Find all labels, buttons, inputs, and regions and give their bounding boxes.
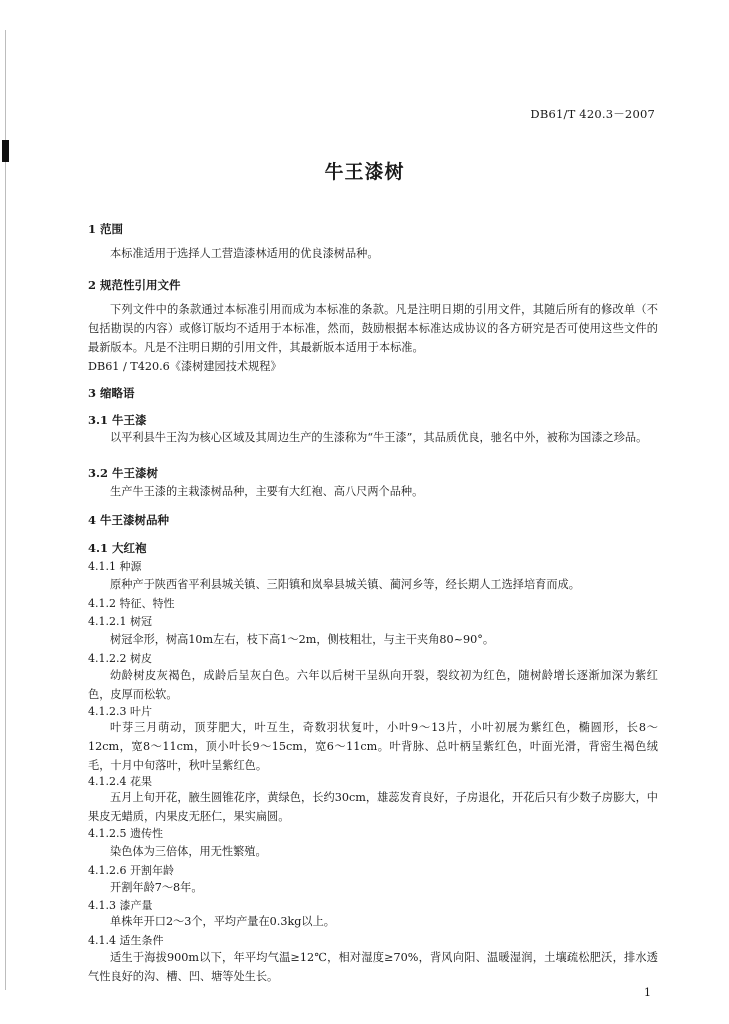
section-4-1-2-3-text: 叶芽三月萌动，顶芽肥大，叶互生，奇数羽状复叶，小叶9～13片，小叶初展为紫红色，椭圆形，长8～12cm，宽8～11cm，顶小叶长9～15cm，宽6～11cm。叶背脉、总叶柄呈紫红色，叶面光滑，背密生褐色绒毛，十月中旬落叶，秋叶呈紫红色。 xyxy=(88,721,658,772)
section-4-1-2-6-text: 开割年龄7～8年。 xyxy=(110,881,203,894)
section-4-1-1-text: 原种产于陕西省平利县城关镇、三阳镇和岚皋县城关镇、蔺河乡等，经长期人工选择培育而成。 xyxy=(110,578,580,591)
section-4-1-heading: 4.1 大红袍 xyxy=(88,541,147,555)
section-3-2-heading: 3.2 牛王漆树 xyxy=(88,466,159,480)
section-4-1-2-5-text: 染色体为三倍体，用无性繁殖。 xyxy=(110,845,267,858)
section-4-1-2-1-text: 树冠伞形，树高10m左右，枝下高1～2m，侧枝粗壮，与主干夹角80~90°。 xyxy=(110,633,495,646)
section-4-1-3-heading: 4.1.3 漆产量 xyxy=(88,899,153,912)
section-4-1-2-4-text: 五月上旬开花，腋生圆锥花序，黄绿色，长约30cm，雄蕊发育良好，子房退化，开花后只有少数子房膨大，中果皮无蜡质，内果皮无胚仁，果实扁圆。 xyxy=(88,791,658,823)
section-4-heading: 4 牛王漆树品种 xyxy=(88,513,170,527)
section-4-1-2-5-heading: 4.1.2.5 遗传性 xyxy=(88,827,163,840)
section-4-1-2-4-heading: 4.1.2.4 花果 xyxy=(88,775,152,788)
section-4-1-4-text: 适生于海拔900m以下，年平均气温≥12℃，相对湿度≥70%，背风向阳、温暖湿润，土壤疏松肥沃，排水透气性良好的沟、槽、凹、塘等处生长。 xyxy=(88,951,658,983)
section-3-2-text: 生产牛王漆的主栽漆树品种，主要有大红袍、高八尺两个品种。 xyxy=(110,485,424,498)
section-2-heading: 2 规范性引用文件 xyxy=(88,278,181,292)
section-3-1-text: 以平利县牛王沟为核心区域及其周边生产的生漆称为“牛王漆”，其品质优良，驰名中外，被称为国漆之珍品。 xyxy=(110,431,648,444)
section-4-1-2-1-heading: 4.1.2.1 树冠 xyxy=(88,615,152,628)
section-4-1-2-6-heading: 4.1.2.6 开割年龄 xyxy=(88,864,174,877)
page-number: 1 xyxy=(644,986,651,999)
standard-code: DB61/T 420.3－2007 xyxy=(530,107,655,121)
section-1-heading: 1 范围 xyxy=(88,222,124,236)
section-1-text: 本标准适用于选择人工营造漆林适用的优良漆树品种。 xyxy=(110,247,379,260)
section-4-1-4-heading: 4.1.4 适生条件 xyxy=(88,934,164,947)
section-4-1-1-heading: 4.1.1 种源 xyxy=(88,560,142,573)
section-4-1-2-2-heading: 4.1.2.2 树皮 xyxy=(88,652,152,665)
section-4-1-2-heading: 4.1.2 特征、特性 xyxy=(88,597,175,610)
section-4-1-2-2-text: 幼龄树皮灰褐色，成龄后呈灰白色。六年以后树干呈纵向开裂，裂纹初为红色，随树龄增长逐渐加深为紫红色，皮厚而松软。 xyxy=(88,669,658,701)
section-3-heading: 3 缩略语 xyxy=(88,386,135,400)
section-2-text: 下列文件中的条款通过本标准引用而成为本标准的条款。凡是注明日期的引用文件，其随后所有的修改单（不包括勘误的内容）或修订版均不适用于本标准，然而，鼓励根据本标准达成协议的各方研究是否可使用这些文件的最新版本。凡是不注明日期的引用文件，其最新版本适用于本标准。 xyxy=(88,303,658,354)
section-2-reference: DB61 / T420.6《漆树建园技术规程》 xyxy=(88,360,282,373)
page-title: 牛王漆树 xyxy=(324,161,405,183)
section-3-1-heading: 3.1 牛王漆 xyxy=(88,413,147,427)
section-4-1-2-3-heading: 4.1.2.3 叶片 xyxy=(88,705,152,718)
section-4-1-3-text: 单株年开口2～3个，平均产量在0.3kg以上。 xyxy=(110,915,335,928)
